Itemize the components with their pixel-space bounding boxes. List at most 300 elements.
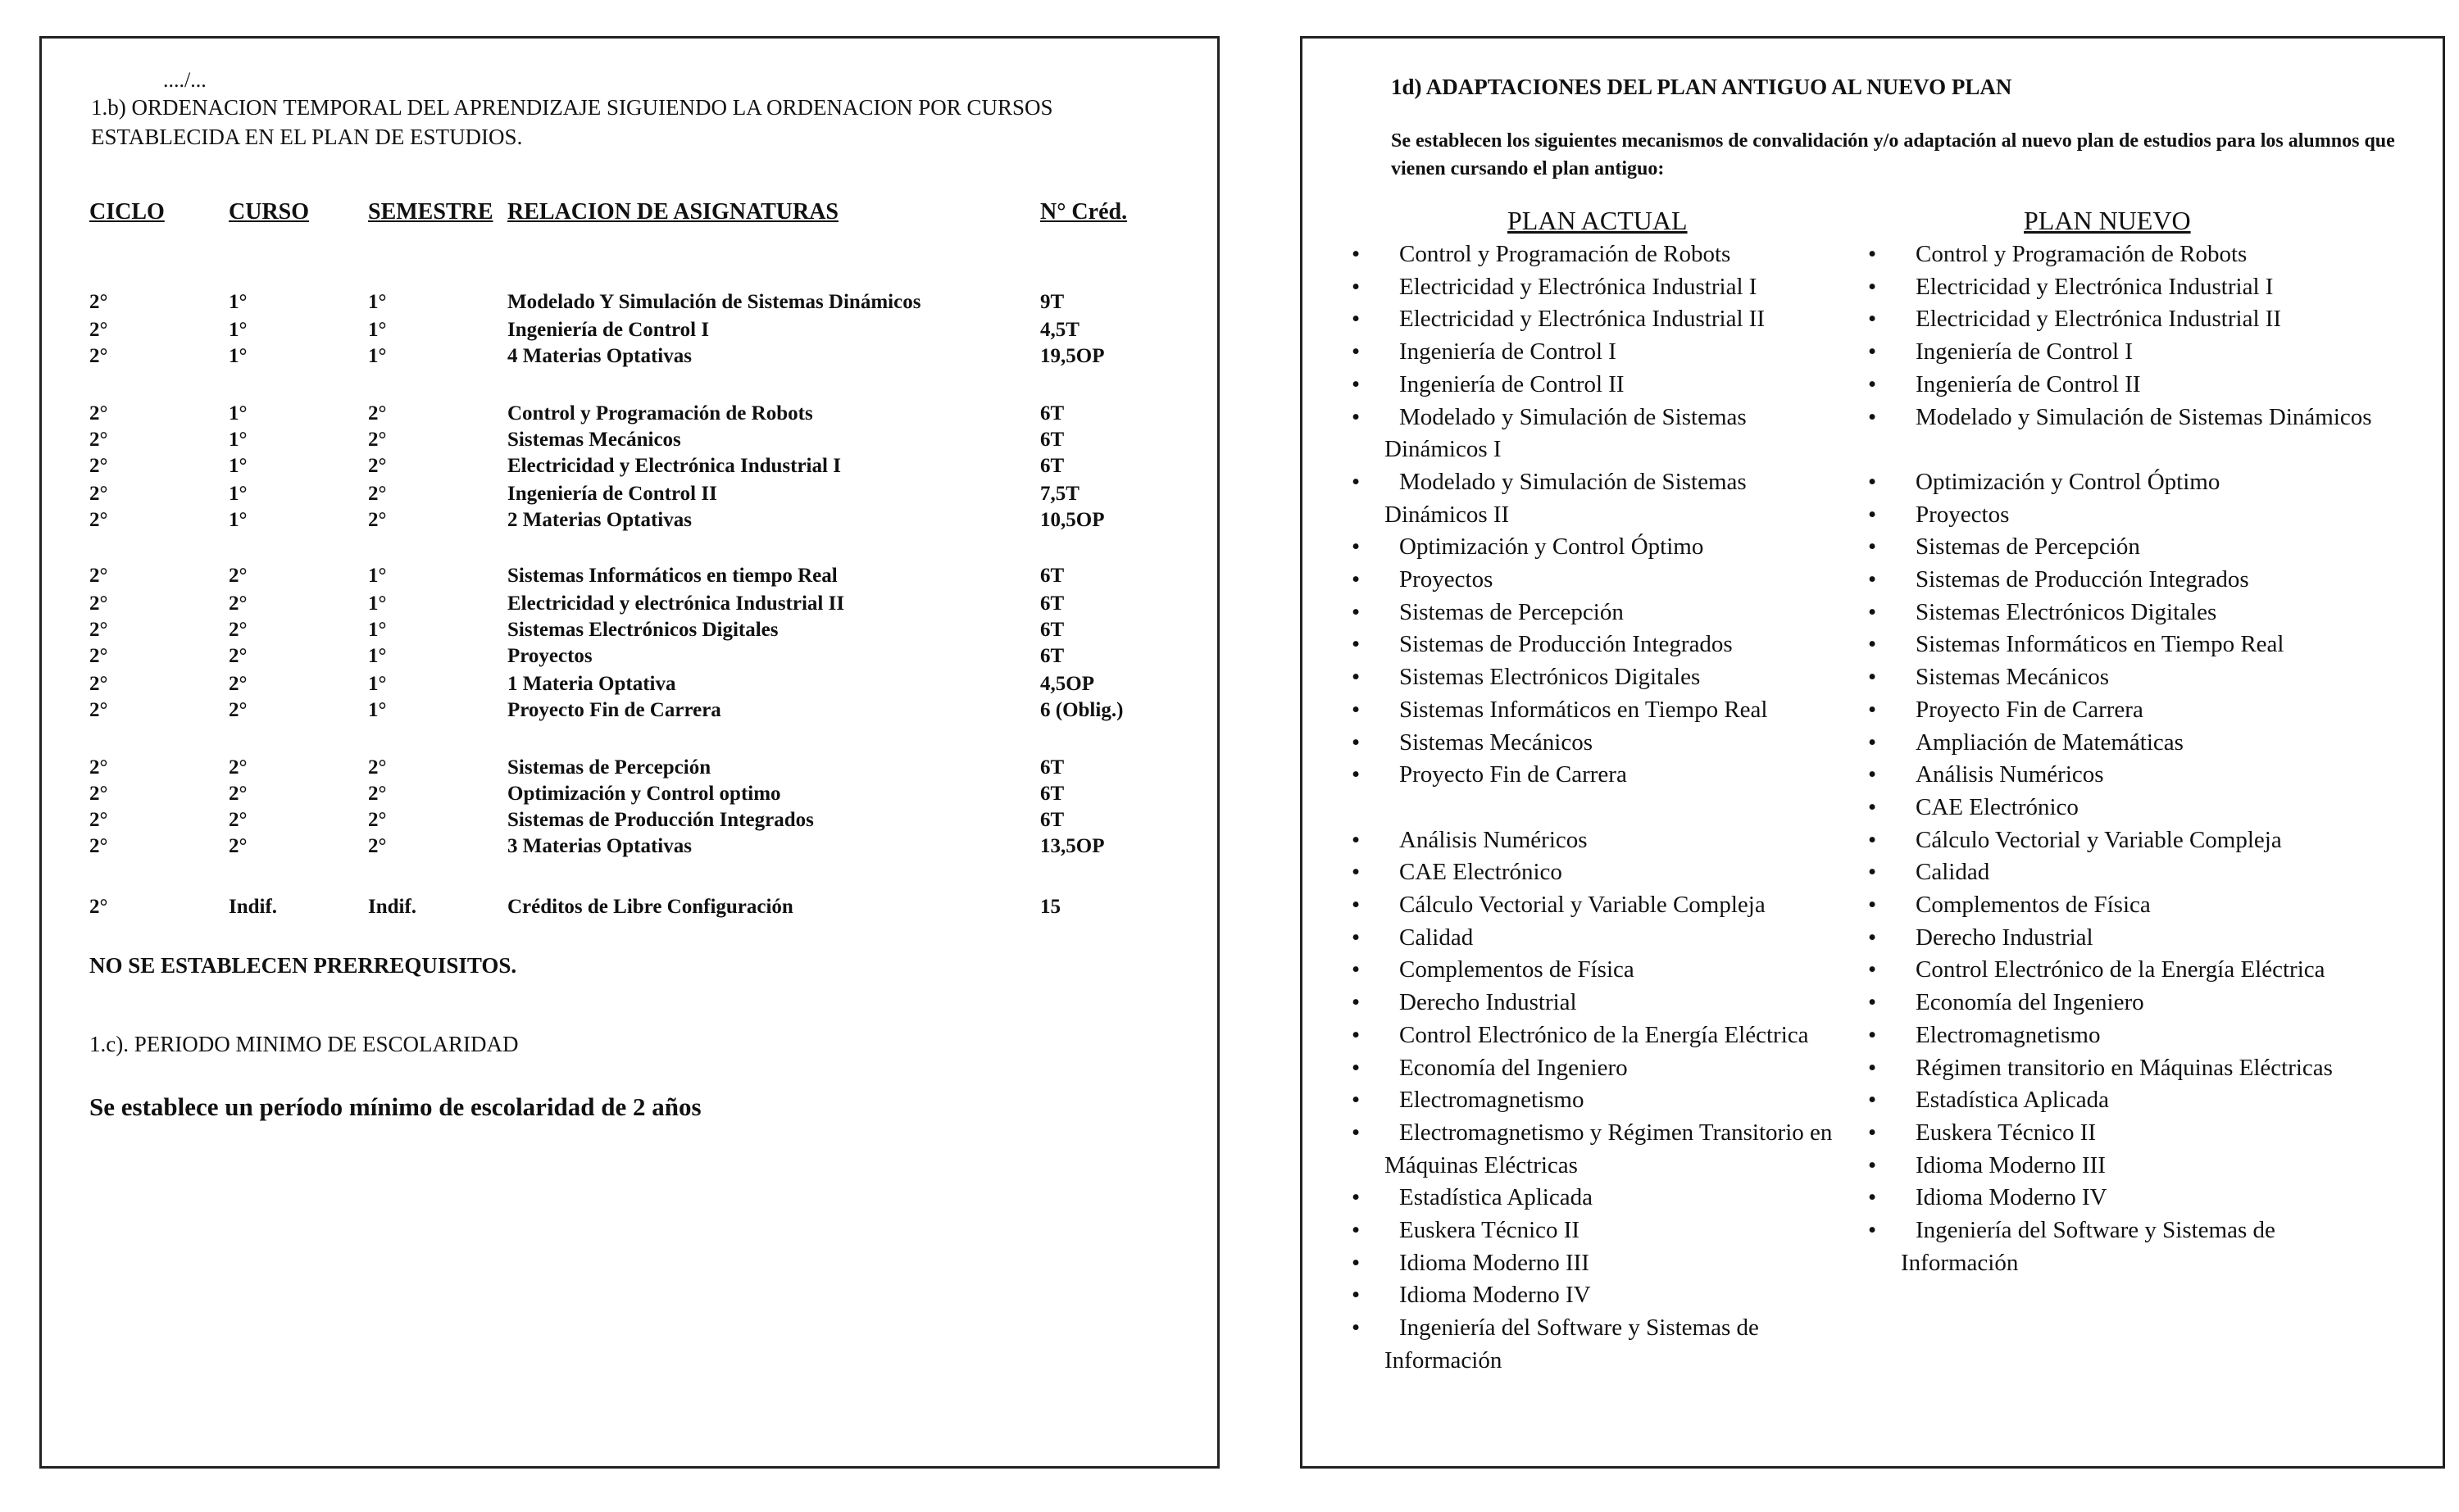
list-item — [1868, 303, 2393, 336]
list-item — [1352, 597, 1843, 629]
bullet-icon: • — [1868, 892, 1877, 919]
list-item — [1352, 824, 1843, 857]
cell-creditos: 6T — [1040, 783, 1065, 805]
cell-curso: 2° — [229, 645, 248, 667]
cell-asignatura: Optimización y Control optimo — [507, 783, 781, 805]
cell-asignatura: Sistemas de Percepción — [507, 756, 711, 779]
header-ciclo: CICLO — [89, 199, 165, 225]
list-item — [1868, 1052, 2393, 1085]
list-item — [1352, 1312, 1843, 1377]
cell-creditos: 19,5OP — [1040, 345, 1105, 367]
cell-asignatura: Proyectos — [507, 645, 593, 667]
cell-semestre: 1° — [368, 345, 387, 367]
table-row — [42, 429, 1217, 456]
cell-ciclo: 2° — [89, 593, 108, 615]
bullet-icon: • — [1868, 1021, 1877, 1048]
table-row — [42, 896, 1217, 924]
cell-curso: 1° — [229, 345, 248, 367]
cell-asignatura: 4 Materias Optativas — [507, 345, 692, 367]
section-title-1b: 1.b) ORDENACION TEMPORAL DEL APRENDIZAJE SIGUIENDO LA ORDENACION POR CURSOS ESTABLECIDA EN EL PLAN DE ESTUDIOS. — [91, 95, 1053, 149]
list-item — [1352, 466, 1843, 531]
list-item-text: Electromagnetismo y Régimen Transitorio en Máquinas Eléctricas — [1384, 1119, 1833, 1178]
bullet-icon: • — [1868, 631, 1877, 658]
list-item-text: Euskera Técnico II — [1399, 1217, 1580, 1244]
list-item — [1868, 336, 2393, 369]
bullet-icon: • — [1352, 989, 1361, 1016]
cell-creditos: 6T — [1040, 756, 1065, 779]
cell-creditos: 4,5T — [1040, 319, 1080, 341]
bullet-icon: • — [1352, 826, 1361, 853]
table-row — [42, 565, 1217, 593]
list-item — [1352, 336, 1843, 369]
header-creditos: N° Créd. — [1040, 199, 1128, 225]
bullet-icon: • — [1352, 241, 1361, 267]
list-item — [1868, 271, 2393, 304]
cell-creditos: 10,5OP — [1040, 509, 1105, 531]
list-item — [1352, 1117, 1843, 1182]
list-item-text: Ingeniería de Control II — [1916, 370, 2141, 397]
cell-semestre: 2° — [368, 429, 387, 451]
table-row — [42, 673, 1217, 701]
bullet-icon: • — [1868, 696, 1877, 723]
period-title: 1.c). PERIODO MINIMO DE ESCOLARIDAD — [89, 1032, 519, 1056]
list-item-text: Sistemas de Producción Integrados — [1916, 566, 2249, 593]
list-item — [1868, 597, 2393, 629]
list-item-text: Ingeniería del Software y Sistemas de Información — [1901, 1217, 2275, 1276]
bullet-icon: • — [1352, 566, 1361, 593]
cell-asignatura: Sistemas Informáticos en tiempo Real — [507, 565, 838, 587]
cell-asignatura: Sistemas Mecánicos — [507, 429, 681, 451]
list-item — [1352, 922, 1843, 955]
list-item — [1352, 629, 1843, 661]
list-item-text: Sistemas de Percepción — [1399, 598, 1624, 625]
list-item-text: Proyectos — [1916, 501, 2010, 528]
table-row — [42, 345, 1217, 373]
cell-ciclo: 2° — [89, 483, 108, 505]
bullet-icon: • — [1352, 1217, 1361, 1244]
cell-curso: 1° — [229, 429, 248, 451]
table-row — [42, 402, 1217, 430]
list-item-text: Electricidad y Electrónica Industrial I — [1399, 273, 1757, 300]
cell-ciclo: 2° — [89, 645, 108, 667]
list-item — [1868, 499, 2393, 532]
cell-asignatura: Proyecto Fin de Carrera — [507, 699, 721, 721]
list-item-text: CAE Electrónico — [1916, 793, 2079, 820]
list-item — [1868, 531, 2393, 564]
cell-ciclo: 2° — [89, 673, 108, 695]
cell-semestre: 1° — [368, 645, 387, 667]
list-item — [1352, 369, 1843, 402]
cell-semestre: 2° — [368, 756, 387, 779]
cell-creditos: 15 — [1040, 896, 1061, 918]
list-item-text: Idioma Moderno IV — [1399, 1282, 1591, 1309]
cell-semestre: 1° — [368, 565, 387, 587]
bullet-icon: • — [1868, 1217, 1877, 1244]
bullet-icon: • — [1352, 534, 1361, 561]
cell-asignatura: Modelado Y Simulación de Sistemas Dinámicos — [507, 291, 921, 313]
cell-creditos: 6 (Oblig.) — [1040, 699, 1124, 721]
header-asignaturas: RELACION DE ASIGNATURAS — [507, 199, 839, 225]
prereq-text: NO SE ESTABLECEN PRERREQUISITOS. — [89, 953, 517, 978]
list-item-text: Modelado y Simulación de Sistemas Dinámicos — [1916, 403, 2372, 430]
list-item-text: Electromagnetismo — [1399, 1087, 1584, 1114]
list-item — [1352, 987, 1843, 1019]
cell-curso: 2° — [229, 809, 248, 831]
bullet-icon: • — [1352, 761, 1361, 788]
bullet-icon: • — [1352, 1314, 1361, 1342]
bullet-icon: • — [1352, 956, 1361, 983]
list-item-text: Idioma Moderno III — [1916, 1151, 2106, 1178]
list-item — [1868, 824, 2393, 857]
cell-ciclo: 2° — [89, 835, 108, 857]
list-item — [1868, 629, 2393, 661]
cell-asignatura: 2 Materias Optativas — [507, 509, 692, 531]
cell-ciclo: 2° — [89, 402, 108, 425]
bullet-icon: • — [1868, 729, 1877, 756]
list-item-text: Calidad — [1399, 924, 1474, 951]
list-item-text: Sistemas Mecánicos — [1916, 664, 2109, 691]
list-item — [1868, 694, 2393, 727]
cell-ciclo: 2° — [89, 783, 108, 805]
cell-asignatura: Electricidad y Electrónica Industrial I — [507, 455, 841, 477]
cell-curso: 2° — [229, 699, 248, 721]
cell-curso: 1° — [229, 509, 248, 531]
left-page — [39, 36, 1220, 1469]
bullet-icon: • — [1352, 1021, 1361, 1048]
plan-actual-list — [1352, 238, 1843, 1378]
list-item — [1352, 727, 1843, 760]
bullet-icon: • — [1868, 598, 1877, 625]
list-item-text: Euskera Técnico II — [1916, 1119, 2097, 1146]
list-item-text: Estadística Aplicada — [1916, 1087, 2109, 1114]
cell-asignatura: Sistemas Electrónicos Digitales — [507, 619, 779, 641]
list-item-text: Economía del Ingeniero — [1399, 1054, 1628, 1081]
list-item — [1868, 727, 2393, 760]
list-item-text: Sistemas de Producción Integrados — [1399, 631, 1733, 658]
bullet-icon: • — [1352, 1087, 1361, 1114]
table-row — [42, 291, 1217, 319]
cell-semestre: 1° — [368, 291, 387, 313]
cell-creditos: 7,5T — [1040, 483, 1080, 505]
list-item-text: Control Electrónico de la Energía Eléctrica — [1399, 1021, 1809, 1048]
cell-semestre: Indif. — [368, 896, 417, 918]
plan-actual-heading: PLAN ACTUAL — [1507, 206, 1688, 235]
table-row — [42, 619, 1217, 647]
list-item-text: Derecho Industrial — [1399, 989, 1577, 1016]
list-item — [1352, 1182, 1843, 1215]
cell-curso: 2° — [229, 756, 248, 779]
cell-creditos: 6T — [1040, 809, 1065, 831]
table-row — [42, 699, 1217, 727]
cell-curso: 1° — [229, 483, 248, 505]
list-item-text: Proyectos — [1399, 566, 1493, 593]
table-row — [42, 455, 1217, 483]
list-item-text: Ampliación de Matemáticas — [1916, 729, 2184, 756]
cell-semestre: 2° — [368, 402, 387, 425]
cell-curso: 1° — [229, 402, 248, 425]
cell-semestre: 1° — [368, 673, 387, 695]
list-item — [1868, 466, 2393, 499]
bullet-icon: • — [1868, 1054, 1877, 1081]
list-item-text: Cálculo Vectorial y Variable Compleja — [1916, 826, 2282, 853]
cell-ciclo: 2° — [89, 699, 108, 721]
cell-ciclo: 2° — [89, 319, 108, 341]
list-item — [1352, 271, 1843, 304]
list-item — [1868, 1215, 2393, 1279]
list-item-text: Sistemas Informáticos en Tiempo Real — [1399, 696, 1768, 723]
list-item-text: Ingeniería de Control I — [1399, 338, 1616, 366]
bullet-icon: • — [1352, 859, 1361, 886]
list-item — [1352, 694, 1843, 727]
list-item-text: Sistemas Mecánicos — [1399, 729, 1593, 756]
list-item — [1868, 1084, 2393, 1117]
table-row — [42, 756, 1217, 784]
cell-semestre: 2° — [368, 455, 387, 477]
bullet-icon: • — [1352, 631, 1361, 658]
bullet-icon: • — [1352, 664, 1361, 691]
list-item — [1868, 369, 2393, 402]
list-item-text: Complementos de Física — [1916, 892, 2151, 919]
cell-asignatura: Ingeniería de Control I — [507, 319, 710, 341]
list-item — [1868, 922, 2393, 955]
list-item-text: Proyecto Fin de Carrera — [1399, 761, 1627, 788]
list-item-text: Idioma Moderno IV — [1916, 1184, 2107, 1211]
list-item-text: Idioma Moderno III — [1399, 1249, 1589, 1276]
bullet-icon: • — [1868, 1184, 1877, 1211]
list-item — [1352, 1019, 1843, 1052]
list-item-text: Ingeniería de Control II — [1399, 370, 1625, 397]
bullet-icon: • — [1868, 273, 1877, 300]
list-item — [1352, 564, 1843, 597]
bullet-icon: • — [1352, 729, 1361, 756]
list-item — [1868, 661, 2393, 694]
list-item — [1352, 661, 1843, 694]
bullet-icon: • — [1352, 1282, 1361, 1309]
list-item-text: Optimización y Control Óptimo — [1916, 468, 2220, 495]
cell-ciclo: 2° — [89, 756, 108, 779]
list-item-text: Sistemas de Percepción — [1916, 534, 2140, 561]
cell-creditos: 13,5OP — [1040, 835, 1105, 857]
list-item — [1352, 303, 1843, 336]
bullet-icon: • — [1868, 859, 1877, 886]
bullet-icon: • — [1868, 241, 1877, 267]
list-item-text: Electricidad y Electrónica Industrial II — [1916, 306, 2282, 333]
bullet-icon: • — [1352, 338, 1361, 366]
cell-curso: 1° — [229, 291, 248, 313]
bullet-icon: • — [1868, 793, 1877, 820]
list-item-text: Estadística Aplicada — [1399, 1184, 1593, 1211]
cell-asignatura: Ingeniería de Control II — [507, 483, 717, 505]
list-item-text: Electricidad y Electrónica Industrial II — [1399, 306, 1766, 333]
cell-creditos: 6T — [1040, 455, 1065, 477]
list-item — [1868, 564, 2393, 597]
cell-semestre: 1° — [368, 699, 387, 721]
cell-curso: 2° — [229, 565, 248, 587]
list-item-text: Modelado y Simulación de Sistemas Dinámicos II — [1384, 468, 1747, 528]
list-item-text: Cálculo Vectorial y Variable Compleja — [1399, 892, 1766, 919]
list-item-text: Control Electrónico de la Energía Eléctrica — [1916, 956, 2325, 983]
bullet-icon: • — [1868, 664, 1877, 691]
bullet-icon: • — [1868, 826, 1877, 853]
bullet-icon: • — [1868, 1087, 1877, 1114]
cell-semestre: 1° — [368, 619, 387, 641]
cell-ciclo: 2° — [89, 565, 108, 587]
section-title-1d: 1d) ADAPTACIONES DEL PLAN ANTIGUO AL NUEVO PLAN — [1391, 75, 2012, 99]
cell-asignatura: Electricidad y electrónica Industrial II — [507, 593, 845, 615]
bullet-icon: • — [1352, 468, 1361, 495]
cell-asignatura: 1 Materia Optativa — [507, 673, 676, 695]
cell-ciclo: 2° — [89, 509, 108, 531]
list-item — [1352, 759, 1843, 792]
list-item-text: Proyecto Fin de Carrera — [1916, 696, 2143, 723]
list-item — [1868, 1150, 2393, 1183]
header-curso: CURSO — [229, 199, 310, 225]
cell-semestre: 1° — [368, 593, 387, 615]
bullet-icon: • — [1868, 1151, 1877, 1178]
list-item-text: Sistemas Electrónicos Digitales — [1399, 664, 1701, 691]
cell-curso: 1° — [229, 455, 248, 477]
intro-text: Se establecen los siguientes mecanismos de convalidación y/o adaptación al nuevo plan de estudios para los alumnos que vienen cursando el plan antiguo: — [1391, 130, 2395, 179]
cell-asignatura: Control y Programación de Robots — [507, 402, 813, 425]
list-item — [1868, 987, 2393, 1019]
list-item-text: Electricidad y Electrónica Industrial I — [1916, 273, 2274, 300]
cell-curso: 2° — [229, 835, 248, 857]
bullet-icon: • — [1352, 924, 1361, 951]
list-item — [1868, 1117, 2393, 1150]
list-item-text: Control y Programación de Robots — [1399, 241, 1731, 267]
cell-curso: 2° — [229, 783, 248, 805]
cell-creditos: 6T — [1040, 402, 1065, 425]
table-row — [42, 319, 1217, 347]
continuation-mark: ..../... — [163, 68, 207, 92]
cell-semestre: 2° — [368, 783, 387, 805]
cell-semestre: 1° — [368, 319, 387, 341]
bullet-icon: • — [1868, 370, 1877, 397]
list-item-text: Ingeniería del Software y Sistemas de Información — [1384, 1314, 1759, 1374]
cell-curso: Indif. — [229, 896, 278, 918]
list-item — [1868, 792, 2393, 824]
table-row — [42, 809, 1217, 837]
cell-creditos: 9T — [1040, 291, 1065, 313]
bullet-icon: • — [1868, 534, 1877, 561]
plan-nuevo-list — [1868, 238, 2393, 1279]
list-item — [1352, 1279, 1843, 1312]
cell-curso: 2° — [229, 619, 248, 641]
bullet-icon: • — [1868, 761, 1877, 788]
table-row — [42, 783, 1217, 810]
cell-semestre: 2° — [368, 809, 387, 831]
bullet-icon: • — [1868, 1119, 1877, 1146]
list-item — [1868, 954, 2393, 987]
cell-creditos: 6T — [1040, 619, 1065, 641]
list-item-text: Sistemas Electrónicos Digitales — [1916, 598, 2217, 625]
cell-curso: 1° — [229, 319, 248, 341]
bullet-icon: • — [1352, 1184, 1361, 1211]
cell-ciclo: 2° — [89, 455, 108, 477]
right-page — [1300, 36, 2445, 1469]
table-row — [42, 509, 1217, 537]
bullet-icon: • — [1352, 696, 1361, 723]
bullet-icon: • — [1352, 273, 1361, 300]
bullet-icon: • — [1352, 1054, 1361, 1081]
table-row — [42, 835, 1217, 863]
cell-creditos: 6T — [1040, 593, 1065, 615]
cell-asignatura: Sistemas de Producción Integrados — [507, 809, 814, 831]
cell-creditos: 6T — [1040, 645, 1065, 667]
list-item-text: Complementos de Física — [1399, 956, 1634, 983]
list-item-text: Régimen transitorio en Máquinas Eléctricas — [1916, 1054, 2333, 1081]
cell-semestre: 2° — [368, 835, 387, 857]
bullet-icon: • — [1868, 924, 1877, 951]
list-item — [1868, 238, 2393, 271]
bullet-icon: • — [1868, 989, 1877, 1016]
bullet-icon: • — [1868, 956, 1877, 983]
list-item-text: Análisis Numéricos — [1399, 826, 1588, 853]
list-item — [1868, 759, 2393, 792]
list-item — [1352, 1247, 1843, 1280]
list-item-text: Modelado y Simulación de Sistemas Dinámicos I — [1384, 403, 1747, 463]
list-item — [1352, 402, 1843, 466]
list-item — [1868, 889, 2393, 922]
table-row — [42, 645, 1217, 673]
cell-creditos: 4,5OP — [1040, 673, 1094, 695]
list-item — [1352, 954, 1843, 987]
bullet-icon: • — [1352, 892, 1361, 919]
period-text: Se establece un período mínimo de escolaridad de 2 años — [89, 1092, 702, 1121]
list-item — [1868, 1019, 2393, 1052]
list-item-text: Derecho Industrial — [1916, 924, 2093, 951]
bullet-icon: • — [1352, 370, 1361, 397]
cell-creditos: 6T — [1040, 429, 1065, 451]
list-item — [1868, 856, 2393, 889]
cell-asignatura: Créditos de Libre Configuración — [507, 896, 793, 918]
list-item-text: Calidad — [1916, 859, 1990, 886]
bullet-icon: • — [1868, 403, 1877, 430]
list-item — [1352, 1084, 1843, 1117]
bullet-icon: • — [1868, 566, 1877, 593]
table-header — [42, 199, 1217, 232]
list-item-text: Economía del Ingeniero — [1916, 989, 2144, 1016]
list-item-text: Análisis Numéricos — [1916, 761, 2104, 788]
list-item-text: CAE Electrónico — [1399, 859, 1562, 886]
cell-semestre: 2° — [368, 483, 387, 505]
bullet-icon: • — [1352, 306, 1361, 333]
table-row — [42, 593, 1217, 620]
bullet-icon: • — [1868, 338, 1877, 366]
list-item-text: Optimización y Control Óptimo — [1399, 534, 1704, 561]
list-item — [1868, 402, 2393, 434]
list-item — [1352, 1215, 1843, 1247]
cell-asignatura: 3 Materias Optativas — [507, 835, 692, 857]
plan-nuevo-heading: PLAN NUEVO — [2024, 206, 2191, 235]
list-item — [1352, 238, 1843, 271]
cell-ciclo: 2° — [89, 291, 108, 313]
cell-curso: 2° — [229, 673, 248, 695]
header-semestre: SEMESTRE — [368, 199, 493, 225]
list-item — [1352, 531, 1843, 564]
list-item — [1352, 856, 1843, 889]
bullet-icon: • — [1352, 598, 1361, 625]
list-item-text: Sistemas Informáticos en Tiempo Real — [1916, 631, 2284, 658]
cell-curso: 2° — [229, 593, 248, 615]
table-row — [42, 483, 1217, 511]
cell-ciclo: 2° — [89, 429, 108, 451]
bullet-icon: • — [1352, 403, 1361, 430]
bullet-icon: • — [1868, 468, 1877, 495]
list-item-text: Electromagnetismo — [1916, 1021, 2101, 1048]
list-item — [1352, 889, 1843, 922]
bullet-icon: • — [1868, 306, 1877, 333]
